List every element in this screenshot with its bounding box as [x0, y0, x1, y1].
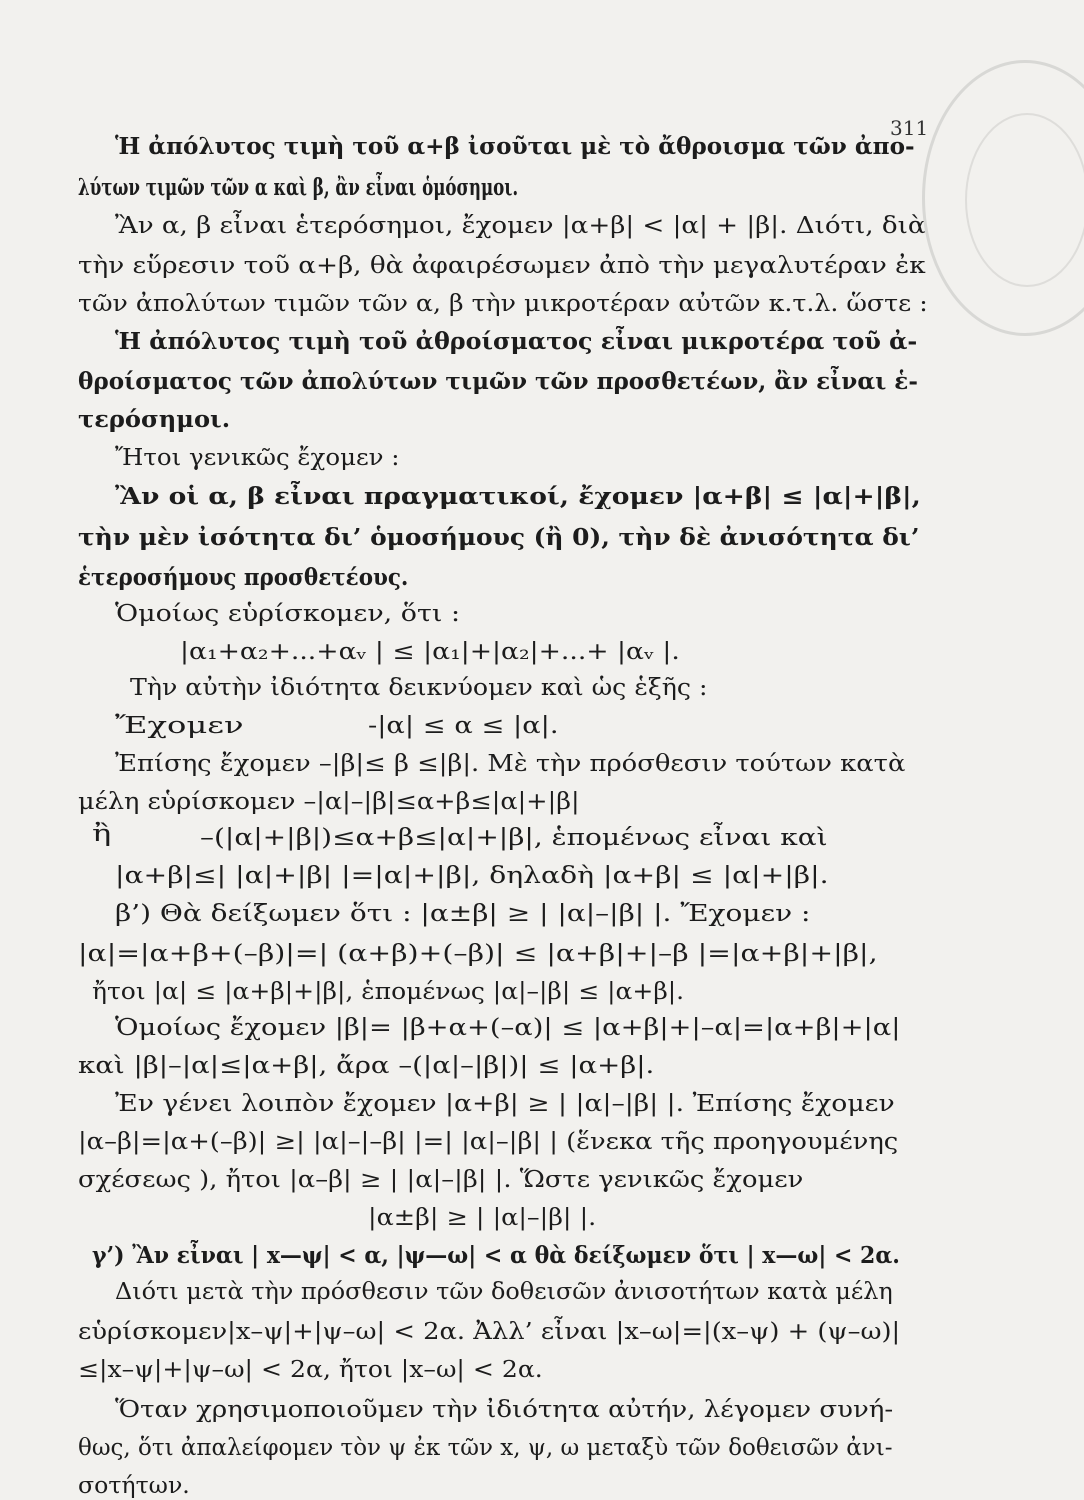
- text-line: Ἡ ἀπόλυτος τιμὴ τοῦ ἀθροίσματος εἶναι μικροτέρα τοῦ ἀ-: [115, 328, 918, 355]
- text-line: τερόσημοι.: [78, 406, 231, 433]
- text-line: σχέσεως ), ἤτοι |α–β| ≥ | |α|–|β| |. Ὥστε γενικῶς ἔχομεν: [78, 1167, 804, 1193]
- text-line: β’) Θὰ δείξωμεν ὅτι : |α±β| ≥ | |α|–|β| |. Ἔχομεν :: [115, 901, 811, 927]
- text-line: θροίσματος τῶν ἀπολύτων τιμῶν τῶν προσθετέων, ἂν εἶναι ἑ-: [78, 368, 918, 395]
- page-number: 311: [890, 116, 929, 140]
- text-line: |α+β|≤| |α|+|β| |=|α|+|β|, δηλαδὴ |α+β| ≤ |α|+|β|.: [115, 863, 829, 889]
- text-line: Ἂν α, β εἶναι ἑτερόσημοι, ἔχομεν |α+β| < |α| + |β|. Διότι, διὰ: [115, 213, 926, 239]
- text-line: |α₁+α₂+...+αᵥ | ≤ |α₁|+|α₂|+...+ |αᵥ |.: [180, 639, 680, 665]
- text-line: –(|α|+|β|)≤α+β≤|α|+|β|, ἑπομένως εἶναι καὶ: [200, 825, 828, 851]
- text-line: ἤτοι |α| ≤ |α+β|+|β|, ἑπομένως |α|–|β| ≤ |α+β|.: [92, 979, 685, 1005]
- text-line: Ὅταν χρησιμοποιοῦμεν τὴν ἰδιότητα αὐτήν, λέγομεν συνή-: [115, 1397, 894, 1423]
- text-line: Ὁμοίως ἔχομεν |β|= |β+α+(–α)| ≤ |α+β|+|–α|=|α+β|+|α|: [115, 1015, 901, 1041]
- text-line: Ἤτοι γενικῶς ἔχομεν :: [115, 445, 400, 471]
- text-line: θως, ὅτι ἀπαλείφομεν τὸν ψ ἐκ τῶν x, ψ, ω μεταξὺ τῶν δοθεισῶν ἀνι-: [78, 1435, 893, 1461]
- text-line: -|α| ≤ α ≤ |α|.: [368, 713, 559, 739]
- text-line: ἢ: [92, 821, 112, 847]
- text-line: τὴν μὲν ἰσότητα δι’ ὁμοσήμους (ἢ 0), τὴν δὲ ἀνισότητα δι’: [78, 524, 920, 551]
- text-line: |α|=|α+β+(–β)|=| (α+β)+(–β)| ≤ |α+β|+|–β |=|α+β|+|β|,: [78, 941, 878, 967]
- library-stamp: [922, 60, 1084, 336]
- text-line: Ἐν γένει λοιπὸν ἔχομεν |α+β| ≥ | |α|–|β| |. Ἐπίσης ἔχομεν: [115, 1091, 895, 1117]
- text-line: ≤|x–ψ|+|ψ–ω| < 2α, ἤτοι |x–ω| < 2α.: [78, 1357, 543, 1383]
- text-line: γ’) Ἂν εἶναι | x—ψ| < α, |ψ—ω| < α θὰ δείξωμεν ὅτι | x—ω| < 2α.: [92, 1242, 900, 1269]
- text-line: Ὁμοίως εὑρίσκομεν, ὅτι :: [115, 601, 461, 627]
- text-line: Τὴν αὐτὴν ἰδιότητα δεικνύομεν καὶ ὡς ἑξῆς :: [130, 675, 708, 701]
- text-line: Ἐπίσης ἔχομεν –|β|≤ β ≤|β|. Μὲ τὴν πρόσθεσιν τούτων κατὰ: [115, 751, 906, 777]
- text-line: τῶν ἀπολύτων τιμῶν τῶν α, β τὴν μικροτέραν αὐτῶν κ.τ.λ. ὥστε :: [78, 291, 928, 317]
- text-line: Διότι μετὰ τὴν πρόσθεσιν τῶν δοθεισῶν ἀνισοτήτων κατὰ μέλη: [115, 1279, 893, 1305]
- text-line: Ἂν οἱ α, β εἶναι πραγματικοί, ἔχομεν |α+β| ≤ |α|+|β|,: [115, 483, 921, 510]
- text-line: |α±β| ≥ | |α|–|β| |.: [368, 1205, 597, 1231]
- text-line: καὶ |β|–|α|≤|α+β|, ἄρα –(|α|–|β|)| ≤ |α+β|.: [78, 1053, 655, 1079]
- text-line: |α–β|=|α+(–β)| ≥| |α|–|–β| |=| |α|–|β| | (ἕνεκα τῆς προηγουμένης: [78, 1129, 899, 1155]
- text-line: Ἡ ἀπόλυτος τιμὴ τοῦ α+β ἰσοῦται μὲ τὸ ἄθροισμα τῶν ἀπο-: [115, 133, 915, 160]
- text-line: μέλη εὑρίσκομεν –|α|–|β|≤α+β≤|α|+|β|: [78, 789, 580, 815]
- text-line: Ἔχομεν: [115, 713, 244, 739]
- stamp-figure: [965, 113, 1084, 287]
- text-line: ἑτεροσήμους προσθετέους.: [78, 564, 409, 591]
- text-line: τὴν εὕρεσιν τοῦ α+β, θὰ ἀφαιρέσωμεν ἀπὸ τὴν μεγαλυτέραν ἐκ: [78, 253, 926, 279]
- text-line: λύτων τιμῶν τῶν α καὶ β, ἂν εἶναι ὁμόσημοι.: [78, 174, 519, 201]
- text-line: σοτήτων.: [78, 1473, 190, 1499]
- text-line: εὑρίσκομεν|x–ψ|+|ψ–ω| < 2α. Ἀλλ’ εἶναι |x–ω|=|(x–ψ) + (ψ–ω)|: [78, 1319, 901, 1345]
